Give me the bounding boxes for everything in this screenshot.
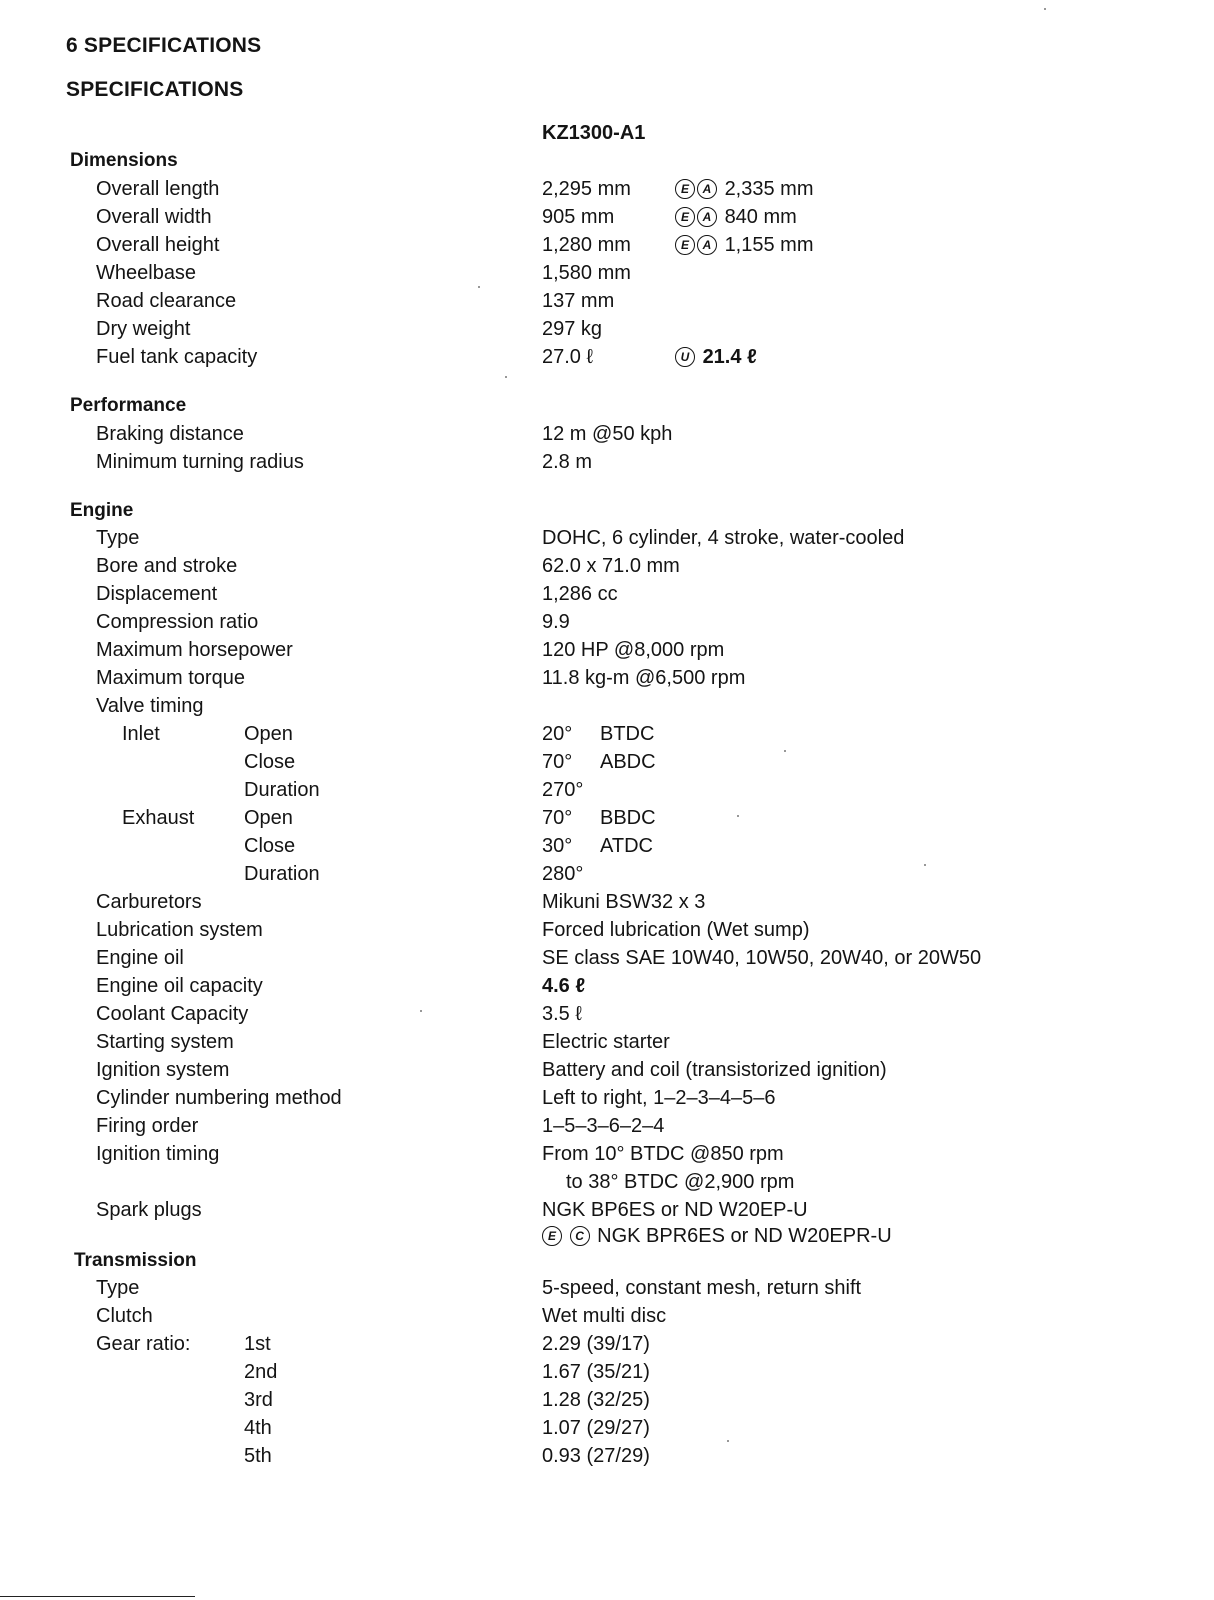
spec-value-continued: to 38° BTDC @2,900 rpm: [566, 1171, 795, 1193]
spec-row-spark-plugs-alt: [0, 1222, 1214, 1250]
spec-alt: [542, 1222, 892, 1250]
scan-speck: [1044, 8, 1046, 10]
spec-label: Type: [96, 527, 140, 549]
valve-phase: Duration: [244, 863, 320, 885]
spec-value: 5-speed, constant mesh, return shift: [542, 1277, 862, 1299]
spec-value: Left to right, 1–2–3–4–5–6: [542, 1087, 776, 1109]
spec-row-cylinder-numbering: [0, 1084, 1214, 1112]
spec-row-fuel-tank: [0, 343, 1214, 371]
spec-value: Battery and coil (transistorized ignition): [542, 1059, 887, 1081]
spec-row-clutch: [0, 1302, 1214, 1330]
gear-name: 2nd: [244, 1361, 278, 1383]
spec-value: 12 m @50 kph: [542, 423, 673, 445]
scan-speck: [420, 1010, 422, 1012]
scan-speck: [737, 815, 739, 817]
spec-label: Braking distance: [96, 423, 244, 445]
spec-value: 3.5 ℓ: [542, 1003, 582, 1025]
region-badge-icon: U: [675, 347, 695, 367]
spec-label: Type: [96, 1277, 140, 1299]
valve-phase: Duration: [244, 779, 320, 801]
valve-degrees: 30°: [542, 835, 573, 857]
gear-name: 1st: [244, 1333, 271, 1355]
spec-row-firing-order: [0, 1112, 1214, 1140]
spec-row-overall-height: [0, 231, 1214, 259]
spec-row-lubrication: [0, 916, 1214, 944]
spec-label: Cylinder numbering method: [96, 1087, 342, 1109]
spec-value: 27.0 ℓ: [542, 346, 593, 368]
spec-label: Road clearance: [96, 290, 237, 312]
scan-speck: [505, 376, 507, 378]
gear-row-5th: [0, 1442, 1214, 1470]
spec-value: 11.8 kg-m @6,500 rpm: [542, 667, 746, 689]
spec-value: DOHC, 6 cylinder, 4 stroke, water-cooled: [542, 527, 905, 549]
bottom-rule: [0, 1596, 195, 1597]
valve-row-inlet-open: [0, 720, 1214, 748]
spec-label: Carburetors: [96, 891, 202, 913]
spec-label: Dry weight: [96, 318, 191, 340]
gear-ratio: 1.67 (35/21): [542, 1361, 650, 1383]
spec-label: Starting system: [96, 1031, 234, 1053]
spec-row-carburetors: [0, 888, 1214, 916]
spec-label: Valve timing: [96, 695, 204, 717]
valve-phase: Close: [244, 835, 296, 857]
spec-value: 297 kg: [542, 318, 603, 340]
section-heading-transmission: Transmission: [74, 1250, 197, 1271]
valve-group-label: Inlet: [122, 723, 160, 745]
spec-alt-value: NGK BPR6ES or ND W20EPR-U: [597, 1225, 892, 1247]
spec-row-road-clearance: [0, 287, 1214, 315]
spec-value: 137 mm: [542, 290, 615, 312]
spec-label: Compression ratio: [96, 611, 259, 633]
valve-reference: ABDC: [600, 751, 656, 773]
spec-label: Gear ratio:: [96, 1333, 191, 1355]
spec-row-bore-stroke: [0, 552, 1214, 580]
spec-label: Overall height: [96, 234, 220, 256]
spec-value: NGK BP6ES or ND W20EP-U: [542, 1199, 808, 1221]
section-heading-dimensions: Dimensions: [70, 150, 178, 171]
spec-row-trans-type: [0, 1274, 1214, 1302]
spec-row-dry-weight: [0, 315, 1214, 343]
spec-row-overall-width: [0, 203, 1214, 231]
spec-row-valve-timing: [0, 692, 1214, 720]
spec-label: Engine oil: [96, 947, 184, 969]
spec-alt: [675, 203, 797, 231]
spec-label: Clutch: [96, 1305, 153, 1327]
spec-label: Lubrication system: [96, 919, 263, 941]
region-badge-icon: E: [675, 179, 695, 199]
valve-group-label: Exhaust: [122, 807, 195, 829]
spec-alt-value: 1,155 mm: [724, 234, 814, 256]
spec-row-oil-capacity: [0, 972, 1214, 1000]
spec-row-ignition-timing-cont: [0, 1168, 1214, 1196]
page-title: SPECIFICATIONS: [66, 78, 244, 101]
spec-label: Ignition system: [96, 1059, 230, 1081]
spec-value: Wet multi disc: [542, 1305, 667, 1327]
region-badge-icon: A: [697, 207, 717, 227]
spec-value: 2,295 mm: [542, 178, 631, 200]
spec-label: Ignition timing: [96, 1143, 220, 1165]
gear-name: 4th: [244, 1417, 272, 1439]
region-badge-icon: A: [697, 179, 717, 199]
spec-label: Bore and stroke: [96, 555, 238, 577]
spec-row-starting: [0, 1028, 1214, 1056]
chapter-heading: 6 SPECIFICATIONS: [66, 34, 262, 57]
spec-value: 1,580 mm: [542, 262, 631, 284]
spec-row-horsepower: [0, 636, 1214, 664]
valve-degrees: 70°: [542, 807, 573, 829]
spec-label: Engine oil capacity: [96, 975, 263, 997]
spec-value: Mikuni BSW32 x 3: [542, 891, 706, 913]
gear-name: 3rd: [244, 1389, 273, 1411]
spec-row-ignition-timing: [0, 1140, 1214, 1168]
valve-phase: Open: [244, 723, 293, 745]
valve-row-exhaust-close: [0, 832, 1214, 860]
valve-reference: BTDC: [600, 723, 655, 745]
spec-row-spark-plugs: [0, 1196, 1214, 1224]
spec-value: 905 mm: [542, 206, 615, 228]
gear-row-4th: [0, 1414, 1214, 1442]
scan-speck: [784, 750, 786, 752]
spec-label: Overall length: [96, 178, 220, 200]
spec-row-overall-length: [0, 175, 1214, 203]
valve-row-exhaust-open: [0, 804, 1214, 832]
spec-alt-value: 2,335 mm: [724, 178, 814, 200]
spec-row-coolant: [0, 1000, 1214, 1028]
spec-value: Electric starter: [542, 1031, 670, 1053]
spec-alt-value: 840 mm: [724, 206, 797, 228]
valve-reference: BBDC: [600, 807, 656, 829]
spec-row-ignition-system: [0, 1056, 1214, 1084]
spec-value: Forced lubrication (Wet sump): [542, 919, 810, 941]
spec-label: Spark plugs: [96, 1199, 202, 1221]
valve-degrees: 270°: [542, 779, 584, 801]
section-heading-engine: Engine: [70, 500, 134, 521]
valve-row-inlet-close: [0, 748, 1214, 776]
valve-row-exhaust-duration: [0, 860, 1214, 888]
gear-ratio: 2.29 (39/17): [542, 1333, 650, 1355]
gear-ratio: 1.07 (29/27): [542, 1417, 650, 1439]
spec-alt: [675, 231, 814, 259]
spec-row-displacement: [0, 580, 1214, 608]
spec-label: Coolant Capacity: [96, 1003, 249, 1025]
scan-speck: [727, 1440, 729, 1442]
spec-value: 4.6 ℓ: [542, 975, 586, 997]
region-badge-icon: A: [697, 235, 717, 255]
gear-ratio: 1.28 (32/25): [542, 1389, 650, 1411]
valve-phase: Open: [244, 807, 293, 829]
gear-name: 5th: [244, 1445, 272, 1467]
valve-degrees: 280°: [542, 863, 584, 885]
gear-ratio: 0.93 (27/29): [542, 1445, 650, 1467]
spec-value: 1,286 cc: [542, 583, 618, 605]
spec-label: Displacement: [96, 583, 218, 605]
spec-label: Wheelbase: [96, 262, 197, 284]
spec-label: Minimum turning radius: [96, 451, 304, 473]
spec-value: 2.8 m: [542, 451, 593, 473]
spec-value: 120 HP @8,000 rpm: [542, 639, 725, 661]
region-badge-icon: E: [542, 1226, 562, 1246]
gear-row-2nd: [0, 1358, 1214, 1386]
spec-label: Firing order: [96, 1115, 199, 1137]
gear-row-3rd: [0, 1386, 1214, 1414]
spec-value: 9.9: [542, 611, 570, 633]
region-badge-icon: E: [675, 207, 695, 227]
spec-row-compression: [0, 608, 1214, 636]
scan-speck: [478, 286, 480, 288]
spec-row-turning-radius: [0, 448, 1214, 476]
spec-label: Overall width: [96, 206, 212, 228]
spec-value: SE class SAE 10W40, 10W50, 20W40, or 20W50: [542, 947, 982, 969]
spec-row-torque: [0, 664, 1214, 692]
spec-row-wheelbase: [0, 259, 1214, 287]
spec-value: 62.0 x 71.0 mm: [542, 555, 680, 577]
spec-row-braking: [0, 420, 1214, 448]
valve-row-inlet-duration: [0, 776, 1214, 804]
spec-row-engine-type: [0, 524, 1214, 552]
valve-degrees: 20°: [542, 723, 573, 745]
spec-alt-value: 21.4 ℓ: [702, 346, 757, 368]
region-badge-icon: C: [570, 1226, 590, 1246]
valve-degrees: 70°: [542, 751, 573, 773]
scan-speck: [924, 864, 926, 866]
valve-phase: Close: [244, 751, 296, 773]
spec-label: Maximum horsepower: [96, 639, 293, 661]
spec-row-engine-oil: [0, 944, 1214, 972]
model-heading: KZ1300-A1: [542, 122, 646, 144]
gear-row-1st: [0, 1330, 1214, 1358]
spec-value: 1,280 mm: [542, 234, 631, 256]
spec-alt: [675, 343, 757, 371]
spec-alt: [675, 175, 814, 203]
region-badge-icon: E: [675, 235, 695, 255]
spec-label: Fuel tank capacity: [96, 346, 258, 368]
spec-value: From 10° BTDC @850 rpm: [542, 1143, 784, 1165]
spec-value: 1–5–3–6–2–4: [542, 1115, 665, 1137]
valve-reference: ATDC: [600, 835, 653, 857]
section-heading-performance: Performance: [70, 395, 187, 416]
spec-label: Maximum torque: [96, 667, 245, 689]
